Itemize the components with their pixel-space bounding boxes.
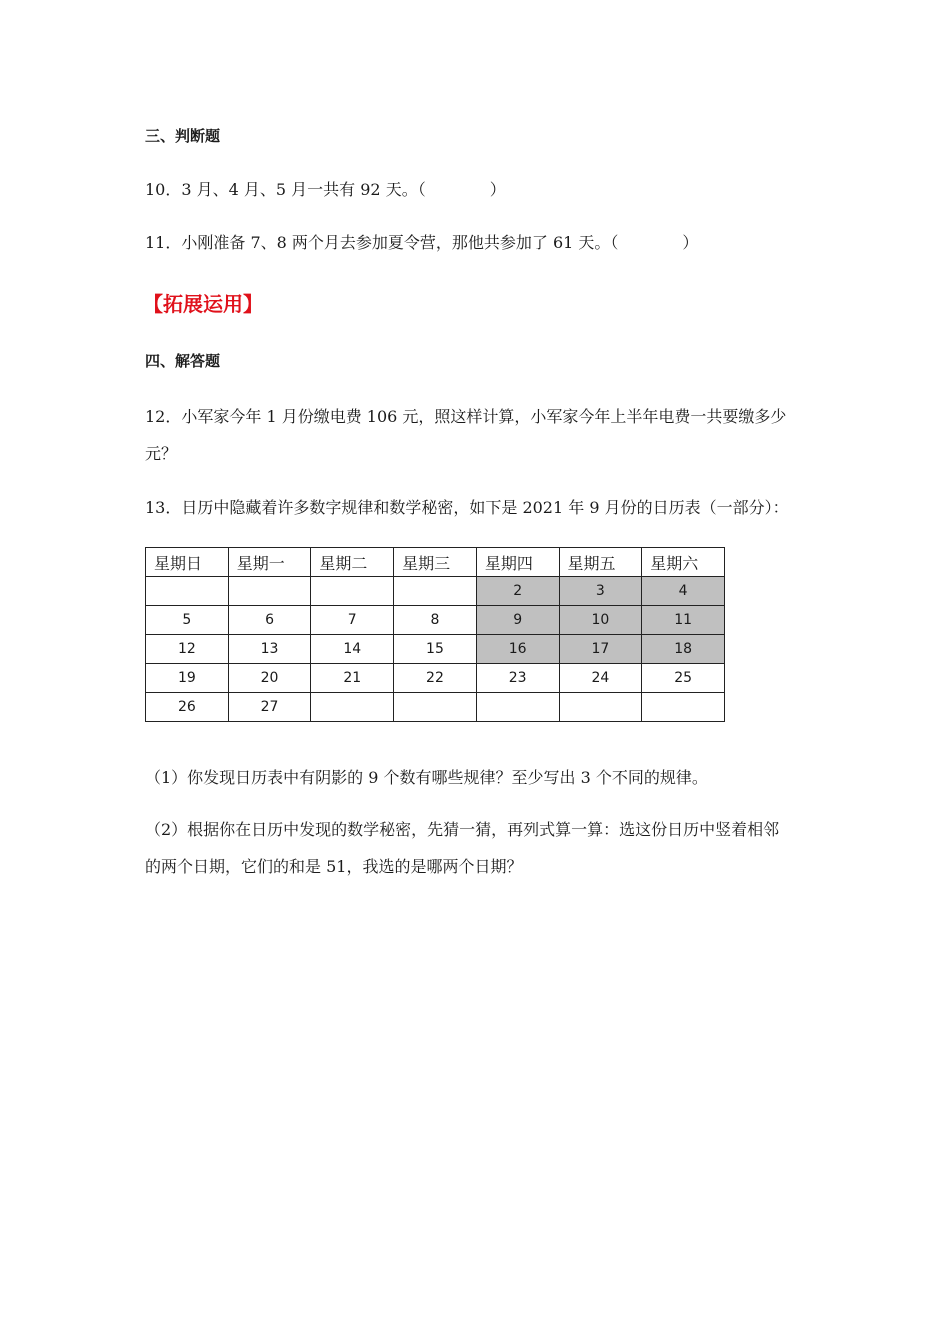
sub-question-1: （1）你发现日历表中有阴影的 9 个数有哪些规律？至少写出 3 个不同的规律。 [145, 768, 708, 787]
calendar-cell [476, 693, 559, 722]
calendar-cell [228, 577, 311, 606]
header-monday: 星期一 [228, 548, 311, 577]
calendar-header-row [146, 548, 725, 577]
calendar-cell: 14 [311, 635, 394, 664]
calendar-table [145, 547, 725, 722]
calendar-cell: 15 [394, 635, 477, 664]
question-11: 11．小刚准备 7、8 两个月去参加夏令营，那他共参加了 61 天。（ ） [145, 233, 699, 252]
calendar-row [146, 693, 725, 722]
calendar-row [146, 577, 725, 606]
calendar-cell [311, 693, 394, 722]
section-4-heading: 四、解答题 [145, 352, 221, 370]
header-sunday: 星期日 [146, 548, 229, 577]
calendar-cell: 5 [146, 606, 229, 635]
header-wednesday: 星期三 [394, 548, 477, 577]
question-12-line-2: 元？ [145, 444, 178, 463]
calendar-cell: 7 [311, 606, 394, 635]
question-10: 10．3 月、4 月、5 月一共有 92 天。（ ） [145, 180, 506, 199]
calendar-cell: 25 [642, 664, 725, 693]
calendar-cell-shaded: 17 [559, 635, 642, 664]
calendar-cell-shaded: 18 [642, 635, 725, 664]
calendar-row [146, 606, 725, 635]
section-3-heading: 三、判断题 [145, 127, 221, 145]
calendar-cell: 12 [146, 635, 229, 664]
calendar-cell [311, 577, 394, 606]
calendar-cell: 8 [394, 606, 477, 635]
calendar-cell: 6 [228, 606, 311, 635]
extension-title: 【拓展运用】 [143, 292, 263, 316]
sub-question-2-line-1: （2）根据你在日历中发现的数学秘密，先猜一猜，再列式算一算：选这份日历中竖着相邻 [145, 820, 780, 839]
calendar-cell: 27 [228, 693, 311, 722]
calendar-cell: 24 [559, 664, 642, 693]
calendar-cell-shaded: 2 [476, 577, 559, 606]
calendar-cell [394, 693, 477, 722]
calendar-cell [146, 577, 229, 606]
calendar-cell: 26 [146, 693, 229, 722]
calendar-cell-shaded: 3 [559, 577, 642, 606]
sub-question-2-line-2: 的两个日期，它们的和是 51，我选的是哪两个日期？ [145, 857, 523, 876]
calendar-cell [559, 693, 642, 722]
question-12-line-1: 12．小军家今年 1 月份缴电费 106 元，照这样计算，小军家今年上半年电费一共要缴多少 [145, 407, 787, 426]
header-saturday: 星期六 [642, 548, 725, 577]
question-13: 13．日历中隐藏着许多数字规律和数学秘密，如下是 2021 年 9 月份的日历表（一部分）： [145, 498, 789, 517]
calendar-cell-shaded: 4 [642, 577, 725, 606]
header-tuesday: 星期二 [311, 548, 394, 577]
calendar-cell-shaded: 9 [476, 606, 559, 635]
header-friday: 星期五 [559, 548, 642, 577]
calendar-row [146, 635, 725, 664]
calendar-cell: 22 [394, 664, 477, 693]
header-thursday: 星期四 [476, 548, 559, 577]
calendar-cell: 13 [228, 635, 311, 664]
calendar-cell-shaded: 11 [642, 606, 725, 635]
calendar-cell [394, 577, 477, 606]
calendar-cell-shaded: 10 [559, 606, 642, 635]
calendar-cell [642, 693, 725, 722]
calendar-cell: 20 [228, 664, 311, 693]
calendar-cell: 19 [146, 664, 229, 693]
calendar-cell: 21 [311, 664, 394, 693]
calendar-row [146, 664, 725, 693]
calendar-cell-shaded: 16 [476, 635, 559, 664]
calendar-cell: 23 [476, 664, 559, 693]
